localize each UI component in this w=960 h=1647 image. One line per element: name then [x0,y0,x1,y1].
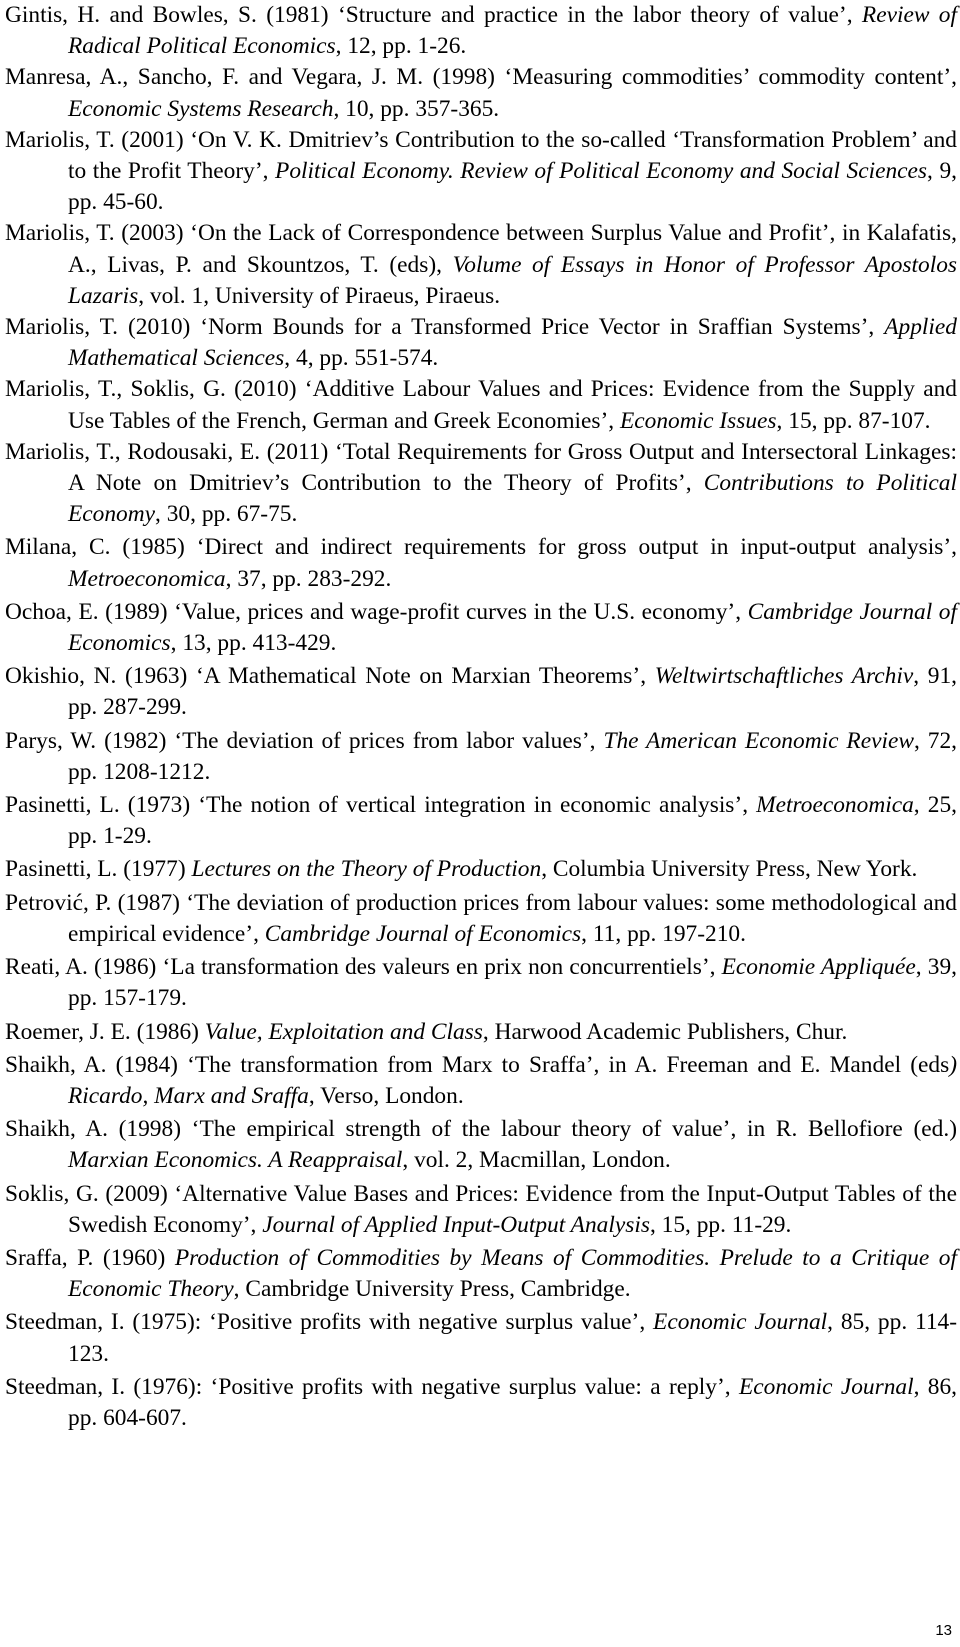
reference-text: Ochoa, E. (1989) ‘Value, prices and wage-profit curves in the U.S. economy’, [5,598,748,625]
reference-text: , 10, pp. 357-365. [333,95,500,122]
reference-source-title: Review of Radical Political Economics [68,2,957,60]
reference-source-title: Political Economy. Review of Political Economy and Social Sciences [275,158,928,185]
reference-text: Mariolis, T., Soklis, G. (2010) ‘Additive Labour Values and Prices: Evidence from the Supply and Use Tables of the French, German and Greek Economies’, [5,376,957,434]
reference-text: , 25, pp. 1-29. [68,792,957,850]
page-number: 13 [935,1622,952,1639]
reference-entry [5,312,957,374]
reference-entry [5,1243,957,1305]
reference-text: Petrović, P. (1987) ‘The deviation of production prices from labour values: some methodological and empirical evidence’, [5,889,957,947]
reference-text: , 30, pp. 67-75. [155,501,298,528]
reference-source-title: Cambridge Journal of Economics [264,920,582,947]
reference-entry [5,597,957,659]
reference-text: , 86, pp. 604-607. [68,1373,957,1431]
reference-source-title: Economie Appliquée [721,954,916,981]
reference-text: , 85, pp. 114-123. [68,1309,958,1367]
reference-source-title: ) Ricardo, Marx and Sraffa [68,1051,957,1109]
reference-list [5,0,957,1434]
reference-entry [5,1017,957,1048]
reference-entry [5,437,957,531]
reference-text: , 15, pp. 87-107. [776,407,931,434]
reference-source-title: Journal of Applied Input-Output Analysis [262,1211,650,1238]
reference-text: , 4, pp. 551-574. [284,345,439,372]
reference-source-title: Value, Exploitation and Class [204,1018,483,1045]
reference-source-title: Contributions to Political Economy [68,470,957,528]
reference-entry [5,125,957,219]
reference-text: Shaikh, A. (1984) ‘The transformation from Marx to Sraffa’, in A. Freeman and E. Mandel (eds [5,1051,950,1078]
reference-text: Sraffa, P. (1960) [5,1244,175,1271]
reference-text: Mariolis, T. (2003) ‘On the Lack of Correspondence between Surplus Value and Profit’, in Kalafatis, A., Livas, P. and Skountzos, T. (eds), [5,220,957,278]
reference-entry [5,1372,957,1434]
reference-text: Soklis, G. (2009) ‘Alternative Value Bases and Prices: Evidence from the Input-Output Tables of the Swedish Economy’, [5,1180,957,1238]
reference-entry [5,888,957,950]
reference-text: Mariolis, T., Rodousaki, E. (2011) ‘Total Requirements for Gross Output and Intersectoral Linkages: A Note on Dmitriev’s Contribution to the Theory of Profits’, [5,438,957,497]
reference-text: , 72, pp. 1208-1212. [68,727,957,785]
reference-source-title: Marxian Economics. A Reappraisal [68,1147,403,1174]
reference-text: Mariolis, T. (2010) ‘Norm Bounds for a Transformed Price Vector in Sraffian Systems’, [5,314,885,341]
reference-text: Mariolis, T. (2001) ‘On V. K. Dmitriev’s Contribution to the so-called ‘Transformation Problem’ and to the Profit Theory’, [5,126,957,185]
reference-entry [5,532,957,594]
reference-text: , vol. 1, University of Piraeus, Piraeus. [138,282,501,309]
reference-source-title: Lectures on the Theory of Production [191,856,542,883]
reference-entry [5,790,957,852]
reference-source-title: Economic Journal [653,1309,828,1336]
reference-text: , 91, pp. 287-299. [68,663,957,721]
reference-text: Manresa, A., Sancho, F. and Vegara, J. M. (1998) ‘Measuring commodities’ commodity content’, [5,64,957,91]
reference-source-title: Economic Issues [619,407,777,434]
reference-text: Gintis, H. and Bowles, S. (1981) ‘Structure and practice in the labor theory of value’, [5,2,862,28]
reference-source-title: Applied Mathematical Sciences [68,314,957,372]
reference-text: , vol. 2, Macmillan, London. [402,1147,671,1174]
reference-entry [5,661,957,723]
reference-entry [5,0,957,62]
reference-text: , 37, pp. 283-292. [225,565,392,592]
reference-entry [5,1114,957,1176]
reference-text: Steedman, I. (1975): ‘Positive profits with negative surplus value’, [5,1309,654,1336]
reference-entry [5,1179,957,1241]
reference-text: , Harwood Academic Publishers, Chur. [482,1018,848,1045]
reference-entry [5,952,957,1014]
reference-text: , Columbia University Press, New York. [541,856,918,883]
reference-entry [5,218,957,312]
reference-entry [5,62,957,124]
reference-text: , 39, pp. 157-179. [68,954,957,1012]
reference-text: Milana, C. (1985) ‘Direct and indirect requirements for gross output in input-output analysis’, [5,534,957,561]
reference-text: Parys, W. (1982) ‘The deviation of prices from labor values’, [5,727,604,754]
reference-text: , Cambridge University Press, Cambridge. [233,1276,631,1303]
reference-source-title: Economic Journal [738,1373,914,1400]
reference-source-title: The American Economic Review [603,727,914,754]
reference-text: Reati, A. (1986) ‘La transformation des valeurs en prix non concurrentiels’, [5,954,722,981]
reference-entry [5,726,957,788]
reference-text: , Verso, London. [308,1082,464,1109]
reference-text: , 15, pp. 11-29. [649,1211,792,1238]
reference-entry [5,1050,957,1112]
reference-source-title: Metroeconomica [756,792,914,819]
reference-text: Steedman, I. (1976): ‘Positive profits with negative surplus value: a reply’, [5,1373,739,1400]
reference-text: Roemer, J. E. (1986) [5,1018,205,1045]
reference-entry [5,1307,957,1369]
reference-source-title: Volume of Essays in Honor of Professor Apostolos Lazaris [68,251,957,309]
reference-text: Shaikh, A. (1998) ‘The empirical strength of the labour theory of value’, in R. Bellofiore (ed.) [5,1116,957,1143]
reference-text: , 12, pp. 1-26. [335,33,467,60]
reference-source-title: Metroeconomica [68,565,226,592]
reference-source-title: Cambridge Journal of Economics [68,598,957,657]
reference-text: , 13, pp. 413-429. [170,630,337,657]
reference-text: Okishio, N. (1963) ‘A Mathematical Note on Marxian Theorems’, [5,663,655,690]
reference-text: Pasinetti, L. (1973) ‘The notion of vertical integration in economic analysis’, [5,792,757,819]
reference-source-title: Economic Systems Research [68,95,334,122]
reference-source-title: Weltwirtschaftliches Archiv [654,663,914,690]
reference-source-title: Production of Commodities by Means of Commodities. Prelude to a Critique of Economic Theory [68,1244,957,1303]
reference-text: , 9, pp. 45-60. [68,158,957,216]
reference-entry [5,374,957,436]
reference-text: , 11, pp. 197-210. [581,920,746,947]
reference-text: Pasinetti, L. (1977) [5,856,192,883]
reference-entry [5,854,957,885]
